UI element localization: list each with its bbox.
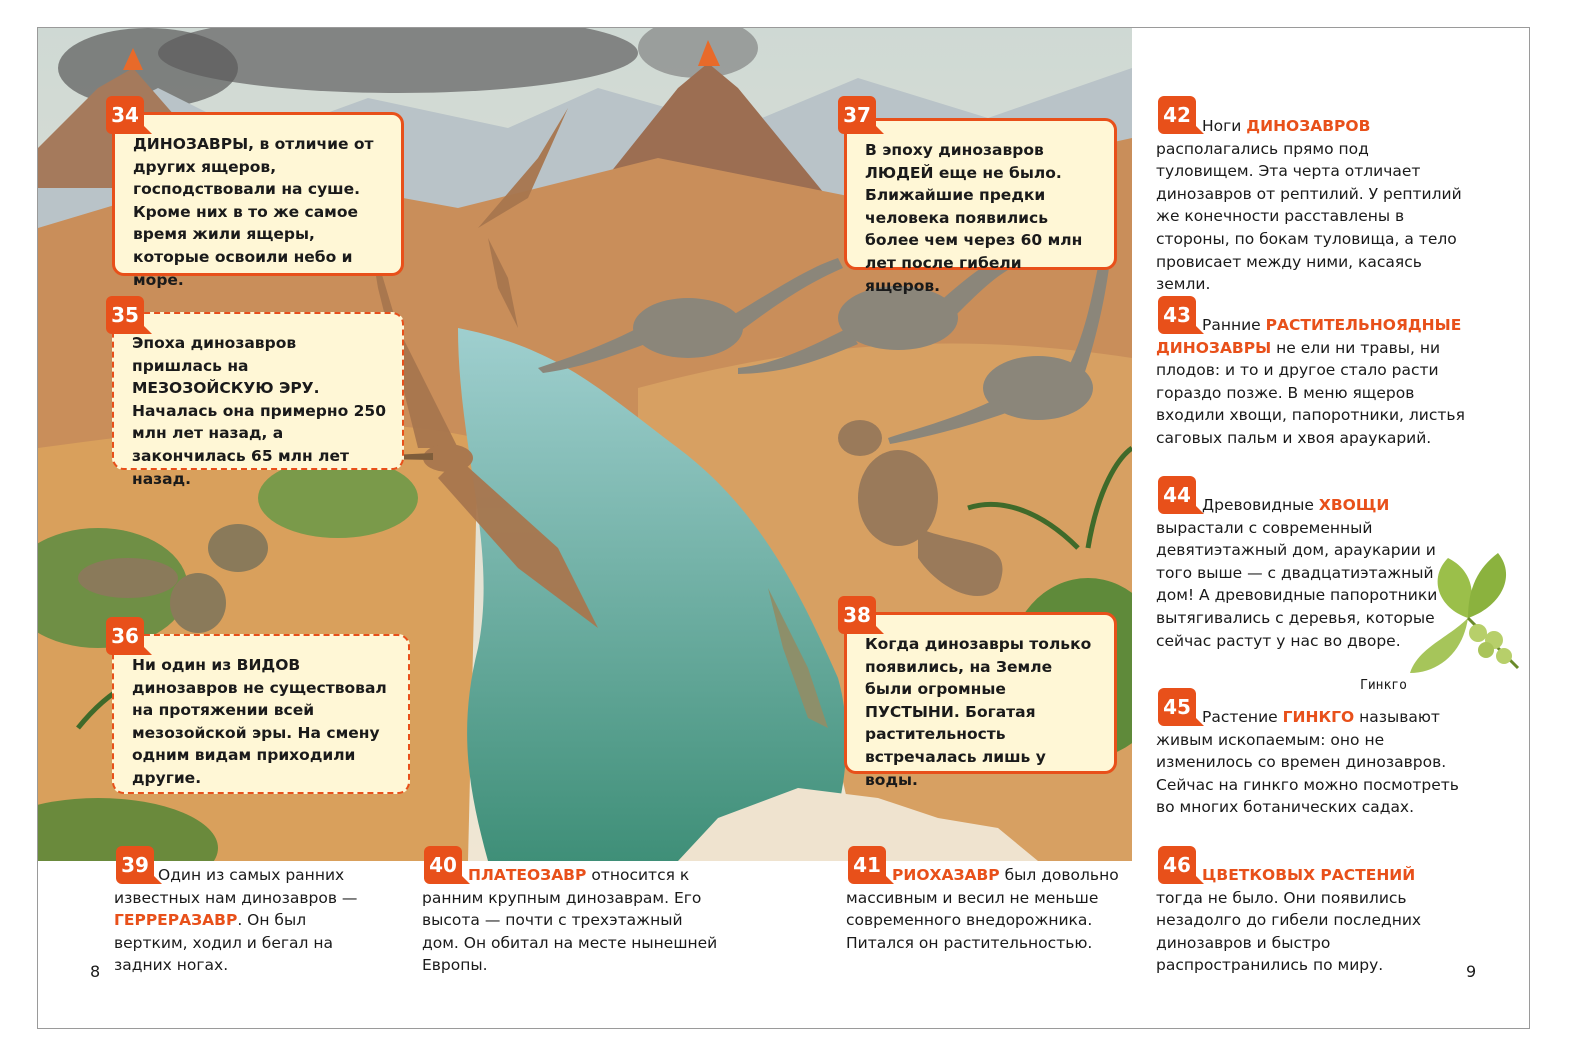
fact-number-badge-37: 37 [838,96,876,134]
fact-box-38 [844,612,1117,789]
fact-text-45: Растение ГИНКГО называют живым ископаемым: оно не изменилось со времен динозавров. Сейчас на гинкго можно посмотреть во многих ботанических садах. [1156,708,1459,817]
fact-number-badge-39: 39 [116,846,154,884]
fact-number-badge-46: 46 [1158,846,1196,884]
ginkgo-leaf-illustration [1408,548,1530,688]
fact-number-badge-44: 44 [1158,476,1196,514]
fact-text-39: Один из самых ранних известных нам динозавров — ГЕРРЕРАЗАВР. Он был вертким, ходил и бегал на задних ногах. [114,866,358,975]
fact-box-37 [844,118,1117,295]
fact-number-badge-36: 36 [106,617,144,655]
fact-text-43: Ранние РАСТИТЕЛЬНОЯДНЫЕ ДИНОЗАВРЫ не ели ни травы, ни плодов: и то и другое стало расти гораздо позже. В меню ящеров входили хвощи, папоротники, листья саговых пальм и хвоя араукарий. [1156,316,1465,447]
fact-text-34: ДИНОЗАВРЫ, в отличие от других ящеров, господствовали на суше. Кроме них в то же самое время жили ящеры, которые освоили небо и море. [133,135,374,289]
fact-number-badge-45: 45 [1158,688,1196,726]
fact-number-badge-41: 41 [848,846,886,884]
fact-text-40: ПЛАТЕОЗАВР относится к ранним крупным динозаврам. Его высота — почти с трехэтажный дом. Он обитал на месте нынешней Европы. [422,866,718,975]
fact-text-36: Ни один из ВИДОВ динозавров не существовал на протяжении всей мезозойской эры. На смену одним видам приходили другие. [132,656,387,787]
fact-text-38: Когда динозавры только появились, на Земле были огромные ПУСТЫНИ. Богатая растительность встречалась лишь у воды. [865,635,1092,789]
fact-number-badge-40: 40 [424,846,462,884]
fact-box-34 [112,112,404,289]
fact-text-37: В эпоху динозавров ЛЮДЕЙ еще не было. Ближайшие предки человека появились более чем через 60 млн лет после гибели ящеров. [865,141,1083,295]
fact-number-badge-43: 43 [1158,296,1196,334]
page-number-left: 8 [90,962,101,981]
fact-box-36 [112,634,410,794]
fact-text-42: Ноги ДИНОЗАВРОВ располагались прямо под туловищем. Эта черта отличает динозавров от рептилий. У рептилий же конечности расставлены в стороны, по бокам туловища, а тело провисает между ними, касаясь земли. [1156,117,1462,294]
page-number-right: 9 [1466,962,1477,981]
fact-number-badge-38: 38 [838,596,876,634]
fact-text-35: Эпоха динозавров пришлась на МЕЗОЗОЙСКУЮ ЭРУ. Началась она примерно 250 млн лет назад, а закончилась 65 млн лет назад. [132,334,386,488]
ginkgo-caption: Гинкго [1360,678,1407,693]
fact-number-badge-35: 35 [106,296,144,334]
fact-box-35 [112,312,404,488]
fact-text-44: Древовидные ХВОЩИ вырастали с современный девятиэтажный дом, араукарии и того выше — с двадцатиэтажный дом! А древовидные папоротники вытягивались с деревья, которые сейчас растут у нас во дворе. [1156,496,1438,650]
fact-number-badge-42: 42 [1158,96,1196,134]
fact-number-badge-34: 34 [106,96,144,134]
fact-text-46: ЦВЕТКОВЫХ РАСТЕНИЙ тогда не было. Они появились незадолго до гибели последних динозавров и быстро распространились по миру. [1156,866,1422,975]
fact-text-41: РИОХАЗАВР был довольно массивным и весил не меньше современного внедорожника. Питался он растительностью. [846,866,1119,952]
